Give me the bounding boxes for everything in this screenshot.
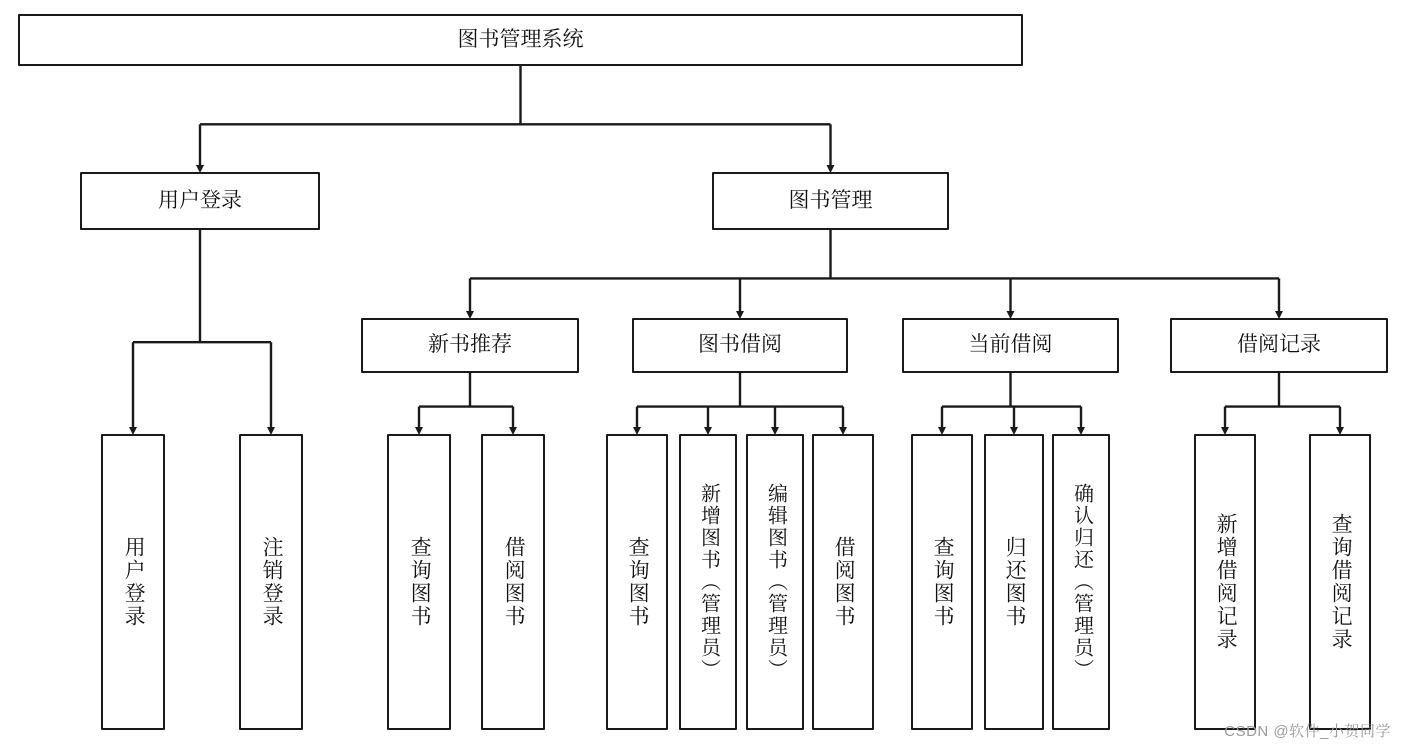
- node-root: 图书管理系统: [18, 14, 1023, 66]
- node-leaf-c-return: 归还图书: [984, 434, 1044, 730]
- node-leaf-b-query: 查询图书: [606, 434, 668, 730]
- node-leaf-nb-borrow: 借阅图书: [481, 434, 545, 730]
- node-leaf-b-add: 新增图书（管理员）: [679, 434, 737, 730]
- node-borrow: 图书借阅: [632, 318, 848, 373]
- node-leaf-nb-query: 查询图书: [387, 434, 451, 730]
- node-leaf-r-add: 新增借阅记录: [1194, 434, 1256, 730]
- node-leaf-login: 用户登录: [101, 434, 165, 730]
- node-leaf-c-query: 查询图书: [911, 434, 973, 730]
- watermark: CSDN @软件_小贺同学: [1224, 723, 1391, 740]
- node-leaf-b-borrow: 借阅图书: [812, 434, 874, 730]
- node-bookmgmt: 图书管理: [712, 172, 949, 230]
- node-newbook: 新书推荐: [361, 318, 579, 373]
- node-current: 当前借阅: [902, 318, 1119, 373]
- node-leaf-logout: 注销登录: [239, 434, 303, 730]
- node-login: 用户登录: [80, 172, 320, 230]
- node-leaf-c-confirm: 确认归还（管理员）: [1052, 434, 1110, 730]
- node-leaf-b-edit: 编辑图书（管理员）: [746, 434, 804, 730]
- node-leaf-r-query: 查询借阅记录: [1309, 434, 1371, 730]
- node-record: 借阅记录: [1170, 318, 1388, 373]
